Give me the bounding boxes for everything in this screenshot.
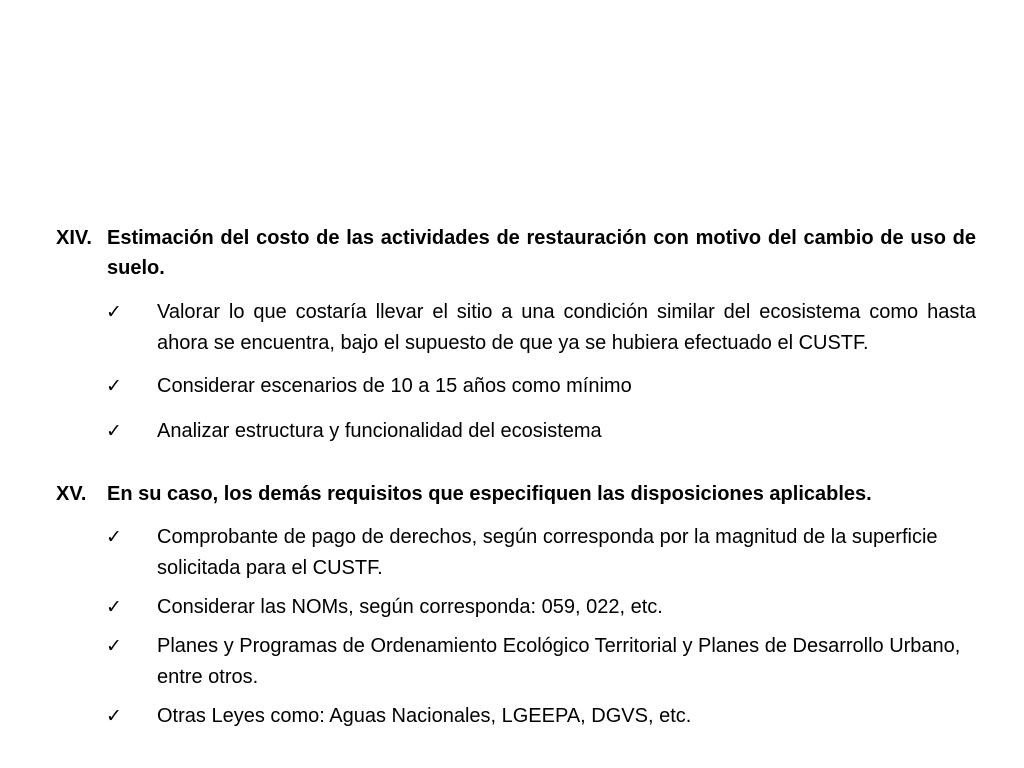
section-heading [56,223,976,283]
check-mark-icon: ✓ [106,596,122,618]
check-mark-icon: ✓ [106,635,122,657]
list-item [56,592,976,623]
check-mark-icon: ✓ [106,705,122,727]
list-item [56,701,976,732]
check-mark-icon: ✓ [106,420,122,442]
list-item-text: Valorar lo que costaría llevar el sitio a una condición similar del ecosistema como hasta ahora se encuentra, bajo el supuesto de que ya se hubiera efectuado el CUSTF. [157,301,976,354]
section-xv [56,479,976,732]
list-item-text: Planes y Programas de Ordenamiento Ecológico Territorial y Planes de Desarrollo Urbano, entre otros. [157,635,961,688]
check-mark-icon: ✓ [106,526,122,548]
list-item-text: Otras Leyes como: Aguas Nacionales, LGEEPA, DGVS, etc. [157,705,692,727]
section-title: En su caso, los demás requisitos que especifiquen las disposiciones aplicables. [107,483,872,505]
list-item [56,297,976,359]
list-item-text: Considerar escenarios de 10 a 15 años como mínimo [157,375,632,397]
list-item [56,416,976,447]
list-item [56,522,976,584]
list-item-text: Analizar estructura y funcionalidad del ecosistema [157,420,602,442]
list-item-text: Considerar las NOMs, según corresponda: 059, 022, etc. [157,596,663,618]
section-xiv [56,223,976,447]
bullet-list [56,297,976,447]
list-item [56,371,976,402]
section-numeral: XIV. [56,227,92,249]
section-title: Estimación del costo de las actividades de restauración con motivo del cambio de uso de suelo. [107,227,976,279]
bullet-list [56,522,976,732]
check-mark-icon: ✓ [106,375,122,397]
list-item [56,631,976,693]
list-item-text: Comprobante de pago de derechos, según corresponda por la magnitud de la superficie solicitada para el CUSTF. [157,526,938,579]
section-heading [56,479,976,509]
section-numeral: XV. [56,483,87,505]
check-mark-icon: ✓ [106,301,122,323]
